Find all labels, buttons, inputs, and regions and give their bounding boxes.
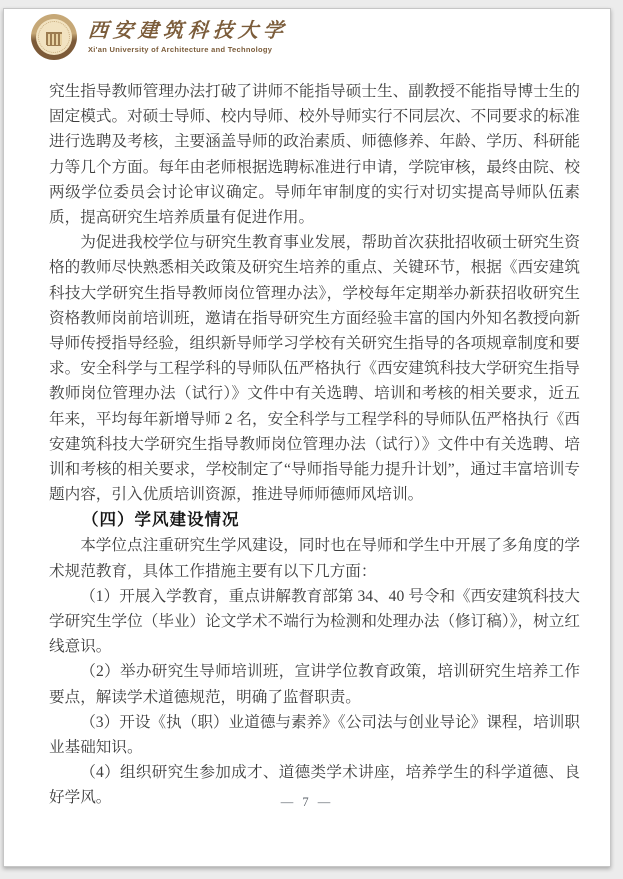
paragraph-continuation: 究生指导教师管理办法打破了讲师不能指导硕士生、副教授不能指导博士生的固定模式。对硕士导师、校内导师、校外导师实行不同层次、不同要求的标准进行选聘及考核，主要涵盖导师的政治素质、师德修养、年龄、学历、科研能力等几个方面。每年由老师根据选聘标准进行申请，学院审核，最终由院、校两级学位委员会讨论审议确定。导师年审制度的实行对切实提高导师队伍素质，提高研究生培养质量有促进作用。 (49, 83, 580, 227)
university-name-zh: 西安建筑科技大学 (87, 20, 289, 42)
building-icon (46, 32, 62, 45)
seal-inner-circle (36, 19, 72, 55)
list-item-3: （3）开设《执（职）业道德与素养》《公司法与创业导论》课程，培训职业基础知识。 (49, 713, 580, 757)
paragraph: 本学位点注重研究生学风建设，同时也在导师和学生中开展了多角度的学术规范教育，具体工作措施主要有以下几方面： (49, 537, 580, 580)
list-item-4: （4）组织研究生参加成才、道德类学术讲座，培养学生的科学道德、良好学风。 (49, 764, 580, 807)
document-page (3, 8, 611, 867)
list-item-2: （2）举办研究生导师培训班，宣讲学位教育政策，培训研究生培养工作要点，解读学术道德规范，明确了监督职责。 (49, 663, 580, 706)
document-header (31, 14, 288, 60)
section-heading: （四）学风建设情况 (82, 511, 240, 530)
university-name-block (88, 19, 288, 55)
university-name-en: Xi'an University of Architecture and Technology (88, 45, 273, 54)
paragraph: 为促进我校学位与研究生教育事业发展，帮助首次获批招收硕士研究生资格的教师尽快熟悉相关政策及研究生培养的重点、关键环节，根据《西安建筑科技大学研究生指导教师岗位管理办法》，学校每年定期举办新获招收研究生资格教师岗前培训班，邀请在指导研究生方面经验丰富的国内外知名教授向新导师传授指导经验，组织新导师学习学校有关研究生指导的各项规章制度和要求。安全科学与工程学科的导师队伍严格执行《西安建筑科技大学研究生指导教师岗位管理办法（试行）》文件中有关选聘、培训和考核的相关要求，近五年来，平均每年新增导师 2 名，安全科学与工程学科的导师队伍严格执行《西安建筑科技大学研究生指导教师岗位管理办法（试行）》文件中有关选聘、培训和考核的相关要求，学校制定了“导师指导能力提升计划”，通过丰富培训专题内容，引入优质培训资源，推进导师师德师风培训。 (49, 234, 580, 504)
list-item-1: （1）开展入学教育，重点讲解教育部第 34、40 号令和《西安建筑科技大学研究生学位（毕业）论文学术不端行为检测和处理办法（修订稿）》，树立红线意识。 (49, 587, 580, 656)
page-number: — 7 — (280, 795, 334, 809)
university-seal-icon (31, 14, 77, 60)
document-body (49, 79, 580, 811)
